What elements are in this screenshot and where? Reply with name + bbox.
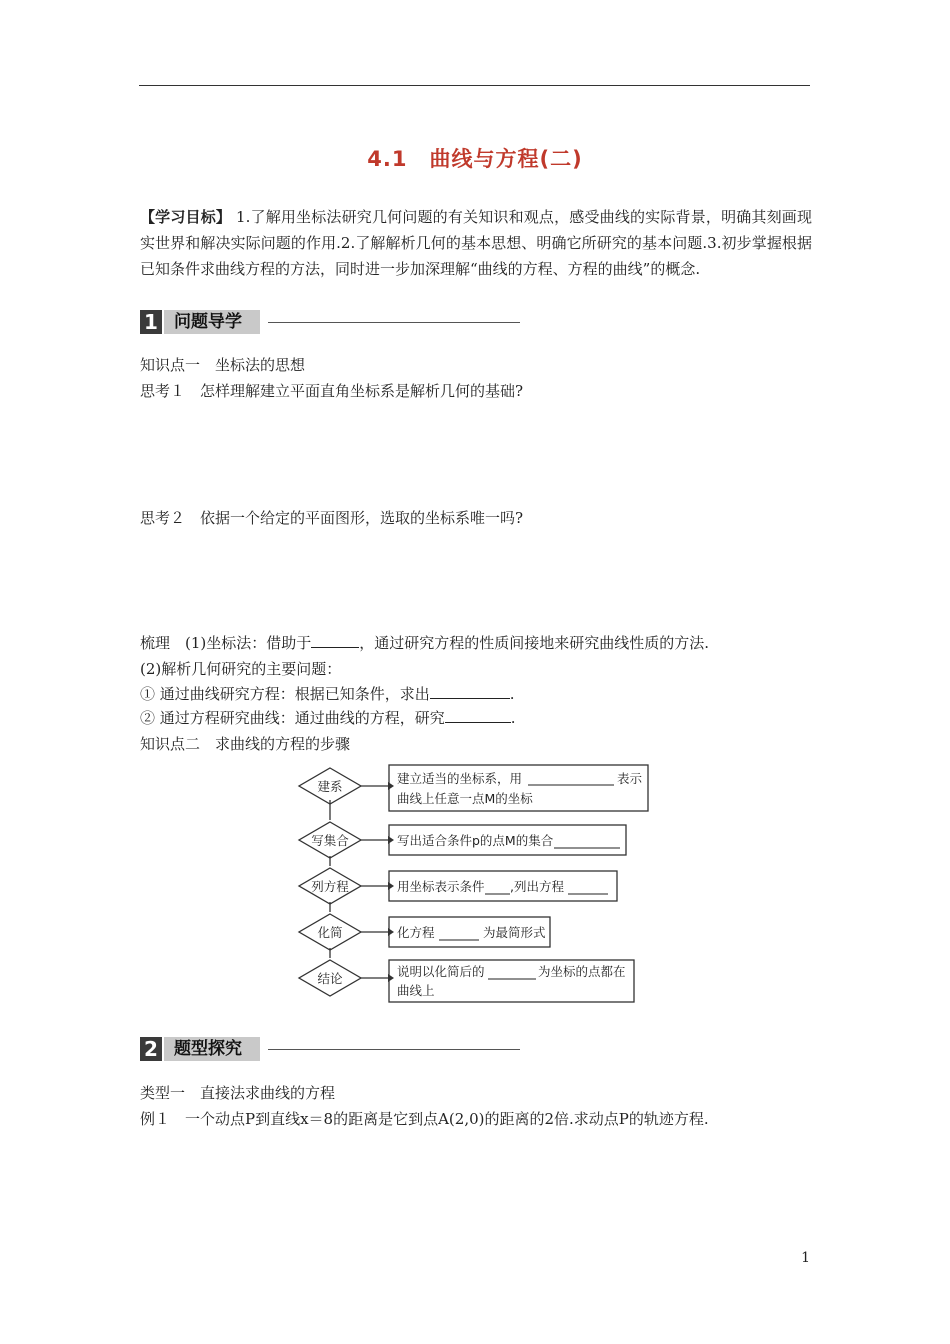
summary-text: . <box>510 709 516 727</box>
step-label-3: 列方程 <box>311 879 349 894</box>
arrow-head <box>388 836 394 844</box>
summary-text: ① 通过曲线研究方程：根据已知条件，求出 <box>140 685 430 703</box>
box2-text: 写出适合条件p的点M的集合 <box>397 833 554 848</box>
section-label: 问题导学 <box>164 310 260 334</box>
summary-text: ，通过研究方程的性质间接地来研究曲线性质的方法. <box>359 634 710 652</box>
step-label-1: 建系 <box>317 779 343 794</box>
think-question-1: 思考１ 怎样理解建立平面直角坐标系是解析几何的基础? <box>140 382 524 400</box>
box5-text-a: 说明以化简后的 <box>397 964 485 979</box>
question-type-1: 类型一 直接法求曲线的方程 <box>140 1084 336 1102</box>
box5-text-c: 曲线上 <box>397 983 435 998</box>
step-label-5: 结论 <box>317 971 343 986</box>
box3-text-a: 用坐标表示条件 <box>397 879 485 894</box>
step-label-2: 写集合 <box>311 833 349 848</box>
box4-text-a: 化方程 <box>397 925 435 940</box>
arrow-head <box>388 882 394 890</box>
box4-text-b: 为最简形式 <box>483 925 546 940</box>
box1-text-b: 表示 <box>617 771 643 786</box>
section-number: 2 <box>140 1037 162 1061</box>
summary-text: 梳理 (1)坐标法：借助于 <box>140 634 312 652</box>
arrow-head <box>388 974 394 982</box>
box3-text-b: ,列出方程 <box>510 879 564 894</box>
knowledge-point-2: 知识点二 求曲线的方程的步骤 <box>140 735 351 753</box>
example-1: 例１ 一个动点P到直线x＝8的距离是它到点A(2,0)的距离的2倍.求动点P的轨迹方程. <box>140 1110 709 1128</box>
box5-text-b: 为坐标的点都在 <box>538 964 626 979</box>
summary-line-2: (2)解析几何研究的主要问题： <box>140 660 342 678</box>
summary-text: ② 通过方程研究曲线：通过曲线的方程，研究 <box>140 709 445 727</box>
page-title: 4.1 曲线与方程(二) <box>367 147 583 171</box>
arrow-head <box>388 928 394 936</box>
think-question-2: 思考２ 依据一个给定的平面图形，选取的坐标系唯一吗? <box>140 509 524 527</box>
page-number: 1 <box>801 1250 810 1266</box>
arrow-head <box>388 782 394 790</box>
objectives-label: 【学习目标】 <box>140 208 232 226</box>
step-label-4: 化简 <box>317 925 343 940</box>
box1-text-c: 曲线上任意一点M的坐标 <box>397 791 533 806</box>
section-rule <box>268 1049 520 1050</box>
objectives-text: 1.了解用坐标法研究几何问题的有关知识和观点，感受曲线的实际背景，明确其刻画现实世界和解决实际问题的作用.2.了解解析几何的基本思想、明确它所研究的基本问题.3.初步掌握根据已知条件求曲线方程的方法，同时进一步加深理解“曲线的方程、方程的曲线”的概念. <box>140 208 812 278</box>
section-number: 1 <box>140 310 162 334</box>
summary-text: . <box>509 685 515 703</box>
section-label: 题型探究 <box>164 1037 260 1061</box>
knowledge-point-1: 知识点一 坐标法的思想 <box>140 356 306 374</box>
box1-text-a: 建立适当的坐标系，用 <box>397 771 523 786</box>
